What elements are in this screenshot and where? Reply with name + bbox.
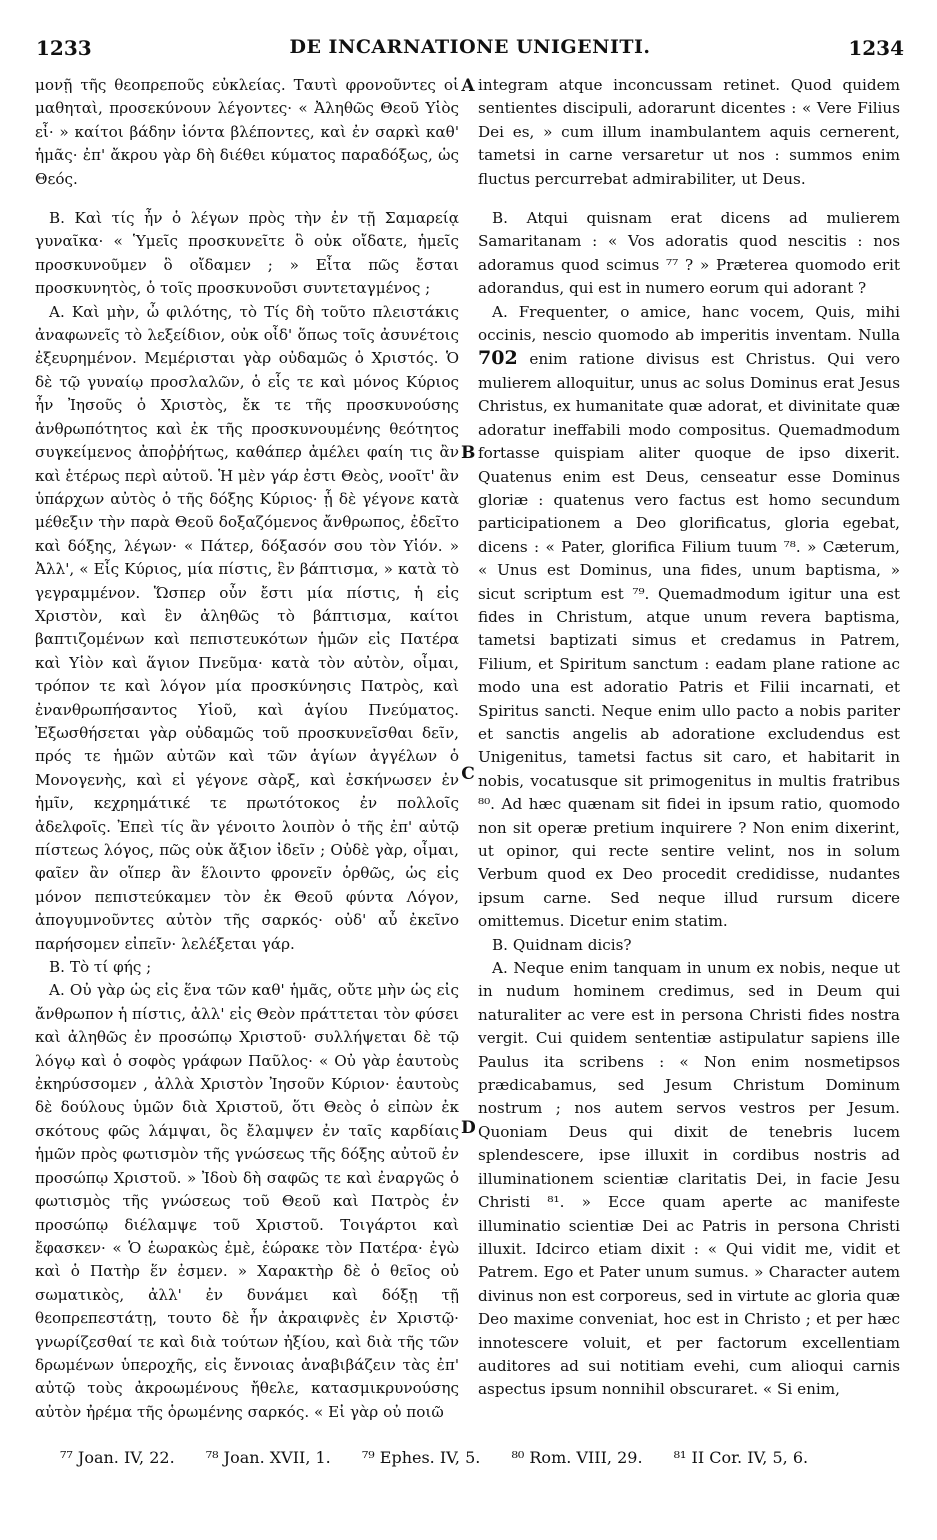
running-title: DE INCARNATIONE UNIGENITI. bbox=[289, 36, 651, 58]
footnote: ⁸⁰ Rom. VIII, 29. bbox=[511, 1448, 643, 1467]
footnotes bbox=[60, 1448, 890, 1467]
latin-column bbox=[478, 74, 900, 1402]
latin-text: A. Frequenter, o amice, hanc vocem, Quis, mihi occinis, nescio quomodo ab imperitis inventam. Nulla bbox=[478, 302, 900, 345]
footnote: ⁸¹ II Cor. IV, 5, 6. bbox=[673, 1448, 809, 1467]
greek-paragraph: μονῇ τῆς θεοπρεποῦς εὐκλείας. Ταυτὶ φρονοῦντες οἱ μαθηταὶ, προσεκύνουν λέγοντες· « Ἀληθῶς Θεοῦ Υἱὸς εἶ· » καίτοι βάδην ἰόντα βλέποντες, καὶ ἐν σαρκὶ καθ' ἡμᾶς· ἐπ' ἄκρου γὰρ δὴ διέθει κύματος παραδόξως, ὡς Θεός. bbox=[35, 76, 459, 188]
margin-letter-d: D bbox=[461, 1118, 476, 1138]
page-header bbox=[36, 36, 904, 66]
latin-paragraph: integram atque inconcussam retinet. Quod quidem sentientes discipuli, adorarunt dicentes : « Vere Filius Dei es, » cum illum inambulantem aquis cernerent, tametsi in carne versaretur ut nos : summos enim fluctus percurrebat admirabiliter, ut Deus. bbox=[478, 76, 900, 188]
column-number: 702 bbox=[478, 347, 518, 370]
latin-text: enim ratione divisus est Christus. Qui vero mulierem alloquitur, unus ac solus Dominus erat Jesus Christus, ex humanitate quæ adorat, et divinitate quæ adoratur ineffabili modo compositus. Quemadmodum fortasse quispiam aliter quoque de ipso dixerit. Quatenus enim est Deus, censeatur esse Dominus gloriæ : quatenus vero factus est homo secundum participationem a Deo glorificatus, gloria egebat, dicens : « Pater, glorifica Filium tuum ⁷⁸. » Cæterum, « Unus est Dominus, una fides, unum baptisma, » sicut scriptum est ⁷⁹. Quemadmodum igitur una est fides in Christum, atque unum revera baptisma, tametsi baptizati simus et credamus in Patrem, Filium, et Spiritum sanctum : eadam plane ratione ac modo una est adoratio Patris et Filii incarnati, et Spiritus sancti. Neque enim ullo pacto a nobis pariter et sanctis angelis ab adoratione excludendus est Unigenitus, tametsi factus sit caro, et habitarit in nobis, vocatusque sit primogenitus in multis fratribus ⁸⁰. Ad hæc quænam sit fidei in ipsum ratio, quomodo non sit operæ pretium inquirere ? Non enim dixerint, ut opinor, qui recte sentire velint, nos in solum Verbum quod ex Deo procedit credidisse, nudantes ipsum carne. Sed neque illud rursum dicere omittemus. Dicetur enim statim. bbox=[478, 350, 901, 931]
footnote: ⁷⁷ Joan. IV, 22. bbox=[60, 1448, 175, 1467]
page-number-left: 1233 bbox=[36, 36, 92, 60]
footnote: ⁷⁸ Joan. XVII, 1. bbox=[205, 1448, 331, 1467]
page-number-right: 1234 bbox=[848, 36, 904, 60]
greek-paragraph: Α. Καὶ μὴν, ὦ φιλότης, τὸ Τίς δὴ τοῦτο πλειστάκις ἀναφωνεῖς τὸ λεξείδιον, οὐκ οἶδ' ὅπως τοῖς ἀσυνέτοις ἐξευρημένον. Μεμέρισται γὰρ οὐδαμῶς ὁ Χριστός. Ὁ δὲ τῷ γυναίῳ προσλαλῶν, ὁ εἷς τε καὶ μόνος Κύριος ἦν Ἰησοῦς ὁ Χριστὸς, ἔκ τε τῆς προσκυνούσης ἀνθρωπότητος καὶ ἐκ τῆς προσκυνουμένης θεότητος συγκείμενος ἀποῤῥήτως, καθάπερ ἀμέλει φαίη τις ἂν καὶ ἑτέρως περὶ αὐτοῦ. Ἡ μὲν γάρ ἐστι Θεὸς, νοοῖτ' ἂν ὑπάρχων αὐτὸς ὁ τῆς δόξης Κύριος· ᾗ δὲ γέγονε κατὰ μέθεξιν τὴν παρὰ Θεοῦ δοξαζόμενος ἄνθρωπος, ἐδεῖτο καὶ δόξης, λέγων· « Πάτερ, δόξασόν σου τὸν Υἱόν. » Ἀλλ', « Εἷς Κύριος, μία πίστις, ἓν βάπτισμα, » κατὰ τὸ γεγραμμένον. Ὥσπερ οὖν ἔστι μία πίστις, ἡ εἰς Χριστὸν, καὶ ἓν ἀληθῶς τὸ βάπτισμα, καίτοι βαπτιζομένων καὶ πεπιστευκότων ἡμῶν εἰς Πατέρα καὶ Υἱὸν καὶ ἅγιον Πνεῦμα· κατὰ τὸν αὐτὸν, οἶμαι, τρόπον τε καὶ λόγον μία προσκύνησις Πατρὸς, καὶ ἐνανθρωπήσαντος Υἱοῦ, καὶ ἁγίου Πνεύματος. Ἐξωσθήσεται γὰρ οὐδαμῶς τοῦ προσκυνεῖσθαι δεῖν, πρός τε ἡμῶν αὐτῶν καὶ τῶν ἁγίων ἀγγέλων ὁ Μονογενὴς, καὶ εἰ γέγονε σὰρξ, καὶ ἐσκήνωσεν ἐν ἡμῖν, κεχρημάτικέ τε πρωτότοκος ἐν πολλοῖς ἀδελφοῖς. Ἐπεὶ τίς ἂν γένοιτο λοιπὸν ὁ τῆς ἐπ' αὐτῷ πίστεως λόγος, πῶς οὐκ ἄξιον ἰδεῖν ; Οὐδὲ γὰρ, οἶμαι, φαῖεν ἂν οἵπερ ἂν ἕλοιντο φρονεῖν ὀρθῶς, ὡς εἰς μόνον πεπιστεύκαμεν τὸν ἐκ Θεοῦ φύντα Λόγον, ἀπογυμνοῦντες αὐτὸν τῆς σαρκός· οὐδ' αὖ ἐκεῖνο παρήσομεν εἰπεῖν· λελέξεται γάρ. bbox=[35, 302, 459, 953]
greek-paragraph: Β. Καὶ τίς ἦν ὁ λέγων πρὸς τὴν ἐν τῇ Σαμαρείᾳ γυναῖκα· « Ὑμεῖς προσκυνεῖτε ὃ οὐκ οἴδατε, ἡμεῖς προσκυνοῦμεν ὃ οἴδαμεν ; » Εἶτα πῶς ἔσται προσκυνητὸς, ὁ τοῖς προσκυνοῦσι συντεταγμένος ; bbox=[35, 209, 459, 298]
footnote: ⁷⁹ Ephes. IV, 5. bbox=[361, 1448, 481, 1467]
greek-paragraph: Α. Οὐ γὰρ ὡς εἰς ἕνα τῶν καθ' ἡμᾶς, οὔτε μὴν ὡς εἰς ἄνθρωπον ἡ πίστις, ἀλλ' εἰς Θεὸν πράττεται τὸν φύσει καὶ ἀληθῶς ἐν προσώπῳ Χριστοῦ· συλλήψεται δὲ τῷ λόγῳ καὶ ὁ σοφὸς γράφων Παῦλος· « Οὐ γὰρ ἑαυτοὺς ἐκηρύσσομεν , ἀλλὰ Χριστὸν Ἰησοῦν Κύριον· ἑαυτοὺς δὲ δούλους ὑμῶν διὰ Χριστοῦ, ὅτι Θεὸς ὁ εἰπὼν ἐκ σκότους φῶς λάμψαι, ὃς ἔλαμψεν ἐν ταῖς καρδίαις ἡμῶν πρὸς φωτισμὸν τῆς γνώσεως τῆς δόξης αὐτοῦ ἐν προσώπῳ Χριστοῦ. » Ἰδοὺ δὴ σαφῶς τε καὶ ἐναργῶς ὁ φωτισμὸς τῆς γνώσεως τοῦ Θεοῦ καὶ Πατρὸς ἐν προσώπῳ διέλαμψε τοῦ Χριστοῦ. Τοιγάρτοι καὶ ἔφασκεν· « Ὁ ἑωρακὼς ἐμὲ, ἑώρακε τὸν Πατέρα· ἐγὼ καὶ ὁ Πατὴρ ἕν ἐσμεν. » Χαρακτὴρ δὲ ὁ θεῖος οὐ σωματικὸς, ἀλλ' ἐν δυνάμει καὶ δόξῃ τῇ θεοπρεπεστάτῃ, τουτο δὲ ἦν ἀκραιφνὲς ἐν Χριστῷ· γνωρίζεσθαί τε καὶ διὰ τούτων ἠξίου, καὶ διὰ τῆς τῶν δρωμένων ὑπεροχῆς, εἰς ἔννοιας ἀναβιβάζειν τὰς ἐπ' αὐτῷ τοὺς ἀκροωμένους ἤθελε, κατασμικρυνούσης αὐτὸν ἠρέμα τῆς ὁρωμένης σαρκός. « Εἰ γὰρ οὐ ποιῶ bbox=[35, 981, 460, 1421]
latin-paragraph: A. Neque enim tanquam in unum ex nobis, neque ut in nudum hominem credimus, sed in Deum qui naturaliter ac vere est in persona Christi fides nostra vergit. Cui quidem sententiæ astipulatur sapiens ille Paulus ita scribens : « Non enim nosmetipsos prædicabamus, sed Jesum Christum Dominum nostrum ; nos autem servos vestros per Jesum. Quoniam Deus qui dixit de tenebris lucem splendescere, ipse illuxit in cordibus nostris ad illuminationem scientiæ claritatis Dei, in facie Jesu Christi ⁸¹. » Ecce quam aperte ac manifeste illuminatio scientiæ Dei ac Patris in persona Christi illuxit. Idcirco etiam dixit : « Qui vidit me, vidit et Patrem. Ego et Pater unum sumus. » Character autem divinus non est corporeus, sed in virtute ac gloria quæ Deo maxime conveniat, hoc est in Christo ; et per hæc innotescere voluit, et per factorum excellentiam auditores ad sui notitiam evehi, cum alioqui carnis aspectus ipsum nonnihil obscuraret. « Si enim, bbox=[478, 959, 900, 1399]
margin-letter-b: B bbox=[461, 443, 476, 463]
greek-paragraph: Β. Τὸ τί φής ; bbox=[49, 958, 152, 977]
greek-column bbox=[35, 74, 459, 1424]
latin-paragraph: B. Atqui quisnam erat dicens ad mulierem Samaritanam : « Vos adoratis quod nescitis : nos adoramus quod scimus ⁷⁷ ? » Præterea quomodo erit adorandus, qui est in numero eorum qui adorant ? bbox=[478, 209, 900, 298]
latin-paragraph bbox=[478, 301, 900, 934]
margin-letter-c: C bbox=[461, 764, 475, 784]
margin-letter-a: A bbox=[461, 76, 475, 96]
latin-paragraph: B. Quidnam dicis? bbox=[492, 935, 632, 954]
